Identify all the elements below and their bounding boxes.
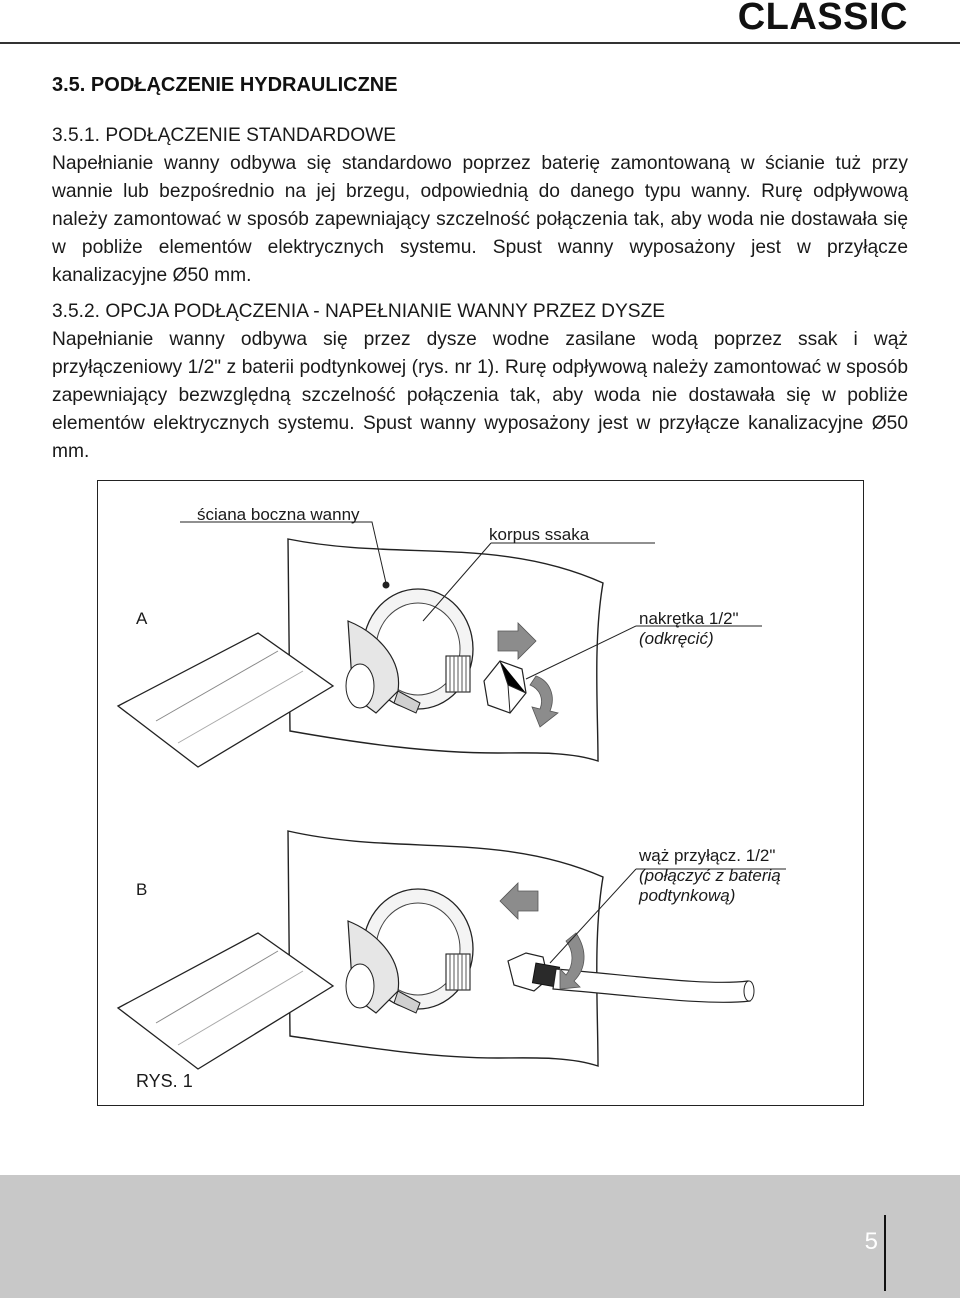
label-hose-note-1: (połączyć z baterią <box>639 866 781 885</box>
standard-connection-body: Napełnianie wanny odbywa się standardowo poprzez baterię zamontowaną w ścianie tuż przy wannie lub bezpośrednio na jej brzegu, odpowiednią do danego typu wanny. Rurę odpływową należy zamontować w sposób zapewniający szczelność połączenia tak, aby woda nie dostawała się w pobliże elementów elektrycznych systemu. Spust wanny wyposażony jest w przyłącze kanalizacyjne Ø50 mm. <box>52 153 908 286</box>
figure-caption: RYS. 1 <box>136 1071 193 1091</box>
header-rule <box>0 42 960 44</box>
nozzle-option-heading: 3.5.2. OPCJA PODŁĄCZENIA - NAPEŁNIANIE WANNY PRZEZ DYSZE <box>52 301 666 322</box>
footer-band <box>0 1175 960 1298</box>
nozzle-option-section <box>52 298 908 466</box>
label-hose: wąż przyłącz. 1/2" <box>639 846 776 865</box>
label-suction-body: korpus ssaka <box>489 525 590 544</box>
nozzle-option-body: Napełnianie wanny odbywa się przez dysze wodne zasilane wodą poprzez ssak i wąż przyłączeniowy 1/2" z baterii podtynkowej (rys. nr 1). Rurę odpływową należy zamontować w sposób zapewniający bezwzględną szczelność połączenia tak, aby woda nie dostawała się w pobliże elementów elektrycznych systemu. Spust wanny wyposażony jest w przyłącze kanalizacyjne Ø50 mm. <box>52 329 908 462</box>
label-nut: nakrętka 1/2" <box>639 609 739 628</box>
thread-a <box>446 656 470 692</box>
figure-frame <box>97 480 864 1106</box>
page-number: 5 <box>864 1228 878 1255</box>
page-number-rule <box>884 1215 886 1291</box>
label-a: A <box>136 609 148 628</box>
label-hose-note-2: podtynkową) <box>639 886 736 905</box>
label-nut-note: (odkręcić) <box>639 629 714 648</box>
standard-connection-section <box>52 122 908 290</box>
label-wall: ściana boczna wanny <box>197 505 360 524</box>
connection-diagram <box>98 481 865 1107</box>
section-title: 3.5. PODŁĄCZENIE HYDRAULICZNE <box>52 74 398 96</box>
label-b: B <box>136 880 148 899</box>
standard-connection-heading: 3.5.1. PODŁĄCZENIE STANDARDOWE <box>52 125 397 146</box>
brand-title: CLASSIC <box>737 0 908 38</box>
thread-b <box>446 954 470 990</box>
